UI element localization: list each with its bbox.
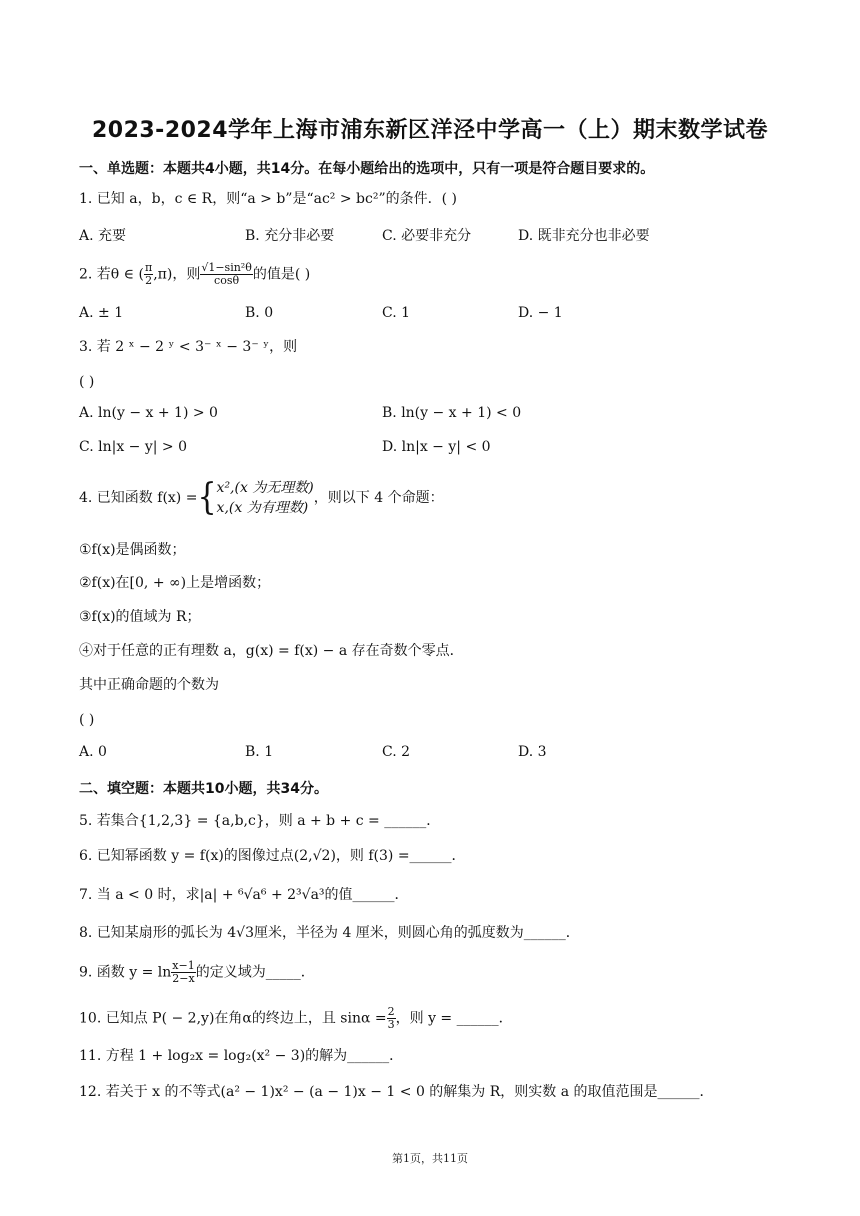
q9-fraction: $\frac{x-1}{2-x}$ bbox=[172, 959, 195, 985]
q4-proposition-3: ③f(x)的值域为 R； bbox=[79, 609, 201, 625]
q1-option-b: B. 充分非必要 bbox=[245, 228, 335, 244]
q4-option-a: A. 0 bbox=[79, 744, 107, 760]
q2-option-a: A. ± 1 bbox=[79, 305, 124, 321]
q3-option-d: D. ln|x − y| < 0 bbox=[382, 439, 491, 455]
section-heading-single-choice: 一、单选题：本题共4小题，共14分。在每小题给出的选项中，只有一项是符合题目要求的。 bbox=[79, 161, 655, 177]
page-footer: 第1页，共11页 bbox=[392, 1152, 468, 1165]
q9-prefix: 9. 函数 y = ln bbox=[79, 964, 172, 981]
q4-option-c: C. 2 bbox=[382, 744, 411, 760]
question-3-stem: 3. 若 2 ˣ − 2 ʸ < 3⁻ ˣ − 3⁻ ʸ，则 bbox=[79, 339, 298, 355]
q4-suffix: ，则以下 4 个命题： bbox=[313, 490, 444, 506]
q4-answer-paren: ( ) bbox=[79, 712, 95, 728]
q4-ask: 其中正确命题的个数为 bbox=[79, 677, 219, 693]
q4-case-irrational: x²,(x 为无理数) bbox=[216, 480, 314, 496]
q4-option-d: D. 3 bbox=[518, 744, 547, 760]
q10-fraction: $\frac{2}{3}$ bbox=[387, 1005, 395, 1031]
q10-suffix: ，则 y = ______． bbox=[395, 1010, 513, 1027]
question-2-stem bbox=[79, 262, 310, 287]
q3-option-b: B. ln(y − x + 1) < 0 bbox=[382, 405, 522, 421]
q2-prefix: 2. 若θ ∈ ( bbox=[79, 266, 144, 283]
q1-option-a: A. 充要 bbox=[79, 228, 127, 244]
q4-proposition-4: ④对于任意的正有理数 a，g(x) = f(x) − a 存在奇数个零点． bbox=[79, 643, 464, 659]
q2-option-c: C. 1 bbox=[382, 305, 411, 321]
q4-option-b: B. 1 bbox=[245, 744, 274, 760]
question-11: 11. 方程 1 + log₂x = log₂(x² − 3)的解为______． bbox=[79, 1048, 404, 1064]
q2-mid: ,π)，则 bbox=[153, 266, 201, 283]
q1-option-c: C. 必要非充分 bbox=[382, 228, 472, 244]
q4-piecewise-cases bbox=[217, 478, 314, 518]
question-5: 5. 若集合{1,2,3} = {a,b,c}，则 a + b + c = ______． bbox=[79, 813, 441, 829]
q4-proposition-1: ①f(x)是偶函数； bbox=[79, 542, 186, 558]
q3-option-a: A. ln(y − x + 1) > 0 bbox=[79, 405, 218, 421]
q2-pi-fraction: $\frac{\pi}{2}$ bbox=[144, 261, 153, 287]
q3-option-c: C. ln|x − y| > 0 bbox=[79, 439, 188, 455]
q3-answer-paren: ( ) bbox=[79, 374, 95, 390]
q2-main-fraction: $\frac{\text{√1−sin²θ}}{\cos\theta}$ bbox=[201, 261, 252, 287]
q10-prefix: 10. 已知点 P( − 2,y)在角α的终边上，且 sinα = bbox=[79, 1010, 387, 1027]
piecewise-brace-icon: { bbox=[197, 476, 217, 519]
q4-proposition-2: ②f(x)在[0, + ∞)上是增函数； bbox=[79, 575, 271, 591]
question-7: 7. 当 a < 0 时，求|a| + ⁶√a⁶ + 2³√a³的值______． bbox=[79, 887, 409, 903]
question-12: 12. 若关于 x 的不等式(a² − 1)x² − (a − 1)x − 1 < 0 的解集为 R，则实数 a 的取值范围是______． bbox=[79, 1084, 714, 1100]
question-8: 8. 已知某扇形的弧长为 4√3厘米，半径为 4 厘米，则圆心角的弧度数为______． bbox=[79, 925, 580, 941]
page-title: 2023-2024学年上海市浦东新区洋泾中学高一（上）期末数学试卷 bbox=[91, 118, 769, 143]
q1-option-d: D. 既非充分也非必要 bbox=[518, 228, 650, 244]
question-4-stem bbox=[79, 476, 444, 520]
q2-suffix: 的值是( ) bbox=[252, 266, 311, 283]
q2-option-b: B. 0 bbox=[245, 305, 274, 321]
question-9 bbox=[79, 960, 315, 985]
section-heading-fill-blank: 二、填空题：本题共10小题，共34分。 bbox=[79, 781, 328, 797]
q9-suffix: 的定义域为_____． bbox=[195, 964, 315, 981]
q4-prefix: 4. 已知函数 f(x) = bbox=[79, 490, 198, 506]
q2-option-d: D. − 1 bbox=[518, 305, 563, 321]
question-10 bbox=[79, 1006, 513, 1031]
q4-case-rational: x,(x 为有理数) bbox=[216, 500, 309, 516]
question-6: 6. 已知幂函数 y = f(x)的图像过点(2,√2)，则 f(3) =______． bbox=[79, 848, 466, 864]
question-1-stem: 1. 已知 a，b，c ∈ R，则“a > b”是“ac² > bc²”的条件．( ) bbox=[79, 191, 457, 207]
